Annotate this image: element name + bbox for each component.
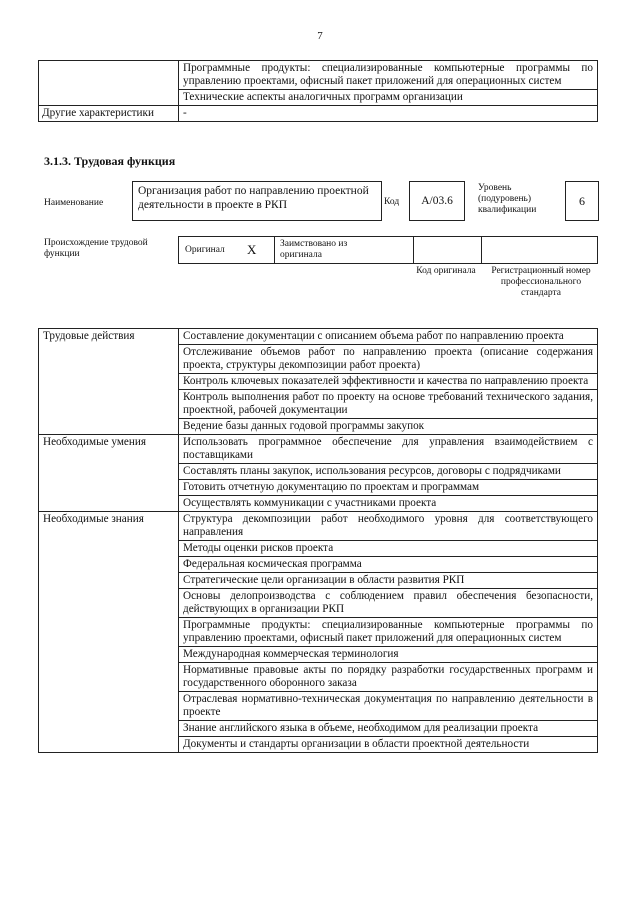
row-value: Технические аспекты аналогичных программ организации	[179, 90, 598, 106]
code-original-label: Код оригинала	[416, 266, 476, 276]
list-item: Стратегические цели организации в области развития РКП	[179, 573, 598, 589]
list-item: Структура декомпозиции работ необходимого уровня для соответствующего направления	[179, 512, 598, 541]
list-item: Готовить отчетную документацию по проектам и программам	[179, 480, 598, 496]
list-item: Ведение базы данных годовой программы закупок	[179, 419, 598, 435]
list-item: Отслеживание объемов работ по направлению проекта (описание содержания проекта, структуры декомпозиции работ проекта)	[179, 345, 598, 374]
origin-label: Происхождение трудовой функции	[44, 238, 148, 259]
row-label: Другие характеристики	[39, 106, 179, 122]
original-label: Оригинал	[185, 245, 225, 255]
list-item: Составлять планы закупок, использования ресурсов, договоры с подрядчиками	[179, 464, 598, 480]
list-item: Основы делопроизводства с соблюдением правил обеспечения безопасности, действующих в организации РКП	[179, 589, 598, 618]
top-table	[38, 60, 598, 122]
table-row	[39, 106, 598, 122]
main-table	[38, 328, 598, 753]
list-item: Программные продукты: специализированные компьютерные программы по управлению проектами, офисный пакет приложений для операционных систем	[179, 618, 598, 647]
reg-number-label: Регистрационный номер профессионального стандарта	[491, 266, 591, 298]
table-row	[39, 435, 598, 464]
list-item: Методы оценки рисков проекта	[179, 541, 598, 557]
page-number: 7	[317, 30, 323, 42]
group-label: Трудовые действия	[39, 329, 179, 435]
group-label: Необходимые знания	[39, 512, 179, 753]
list-item: Знание английского языка в объеме, необходимом для реализации проекта	[179, 721, 598, 737]
name-value: Организация работ по направлению проектной деятельности в проекте в РКП	[132, 181, 382, 221]
row-value: Программные продукты: специализированные компьютерные программы по управлению проектами, офисный пакет приложений для операционных систем	[179, 61, 598, 90]
list-item: Составление документации с описанием объема работ по направлению проекта	[179, 329, 598, 345]
list-item: Осуществлять коммуникации с участниками проекта	[179, 496, 598, 512]
divider	[481, 237, 482, 263]
list-item: Контроль выполнения работ по проекту на основе требований технического задания, проектной, рабочей документации	[179, 390, 598, 419]
list-item: Контроль ключевых показателей эффективности и качества по направлению проекта	[179, 374, 598, 390]
list-item: Нормативные правовые акты по порядку разработки государственных программ и государственного оборонного заказа	[179, 663, 598, 692]
list-item: Использовать программное обеспечение для управления взаимодействием с поставщиками	[179, 435, 598, 464]
code-label: Код	[384, 197, 400, 207]
list-item: Федеральная космическая программа	[179, 557, 598, 573]
table-row	[39, 329, 598, 345]
level-value: 6	[565, 181, 599, 221]
borrowed-label: Заимствовано из оригинала	[280, 239, 348, 260]
row-value: -	[179, 106, 598, 122]
divider	[274, 237, 275, 263]
level-label: Уровень (подуровень) квалификации	[478, 183, 537, 215]
list-item: Документы и стандарты организации в области проектной деятельности	[179, 737, 598, 753]
section-title: 3.1.3. Трудовая функция	[44, 154, 176, 168]
name-label: Наименование	[44, 198, 104, 208]
list-item: Международная коммерческая терминология	[179, 647, 598, 663]
row-label	[39, 61, 179, 106]
list-item: Отраслевая нормативно-техническая документация по направлению деятельности в проекте	[179, 692, 598, 721]
code-value: А/03.6	[409, 181, 465, 221]
group-label: Необходимые умения	[39, 435, 179, 512]
table-row	[39, 61, 598, 90]
origin-box	[178, 236, 598, 264]
original-mark: Х	[247, 242, 257, 257]
table-row	[39, 512, 598, 541]
divider	[413, 237, 414, 263]
